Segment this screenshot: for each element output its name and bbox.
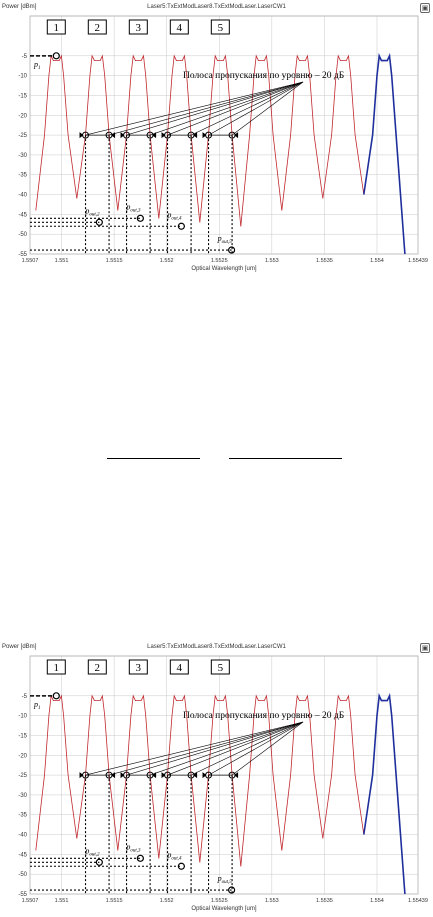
x-tick-label: 1.554 [370, 898, 384, 904]
y-axis-label: Power [dBm] [2, 4, 37, 10]
y-tick-label: -15 [18, 733, 27, 740]
chart-title: Laser5:TxExtModLaser8.TxExtModLaser.LaserCW1 [147, 4, 286, 10]
spectrum-plot [0, 2, 433, 274]
channel-box-label: 1 [53, 662, 60, 674]
window-icon[interactable]: ▣ [421, 5, 429, 12]
output-level-subscript: out,5 [221, 880, 232, 886]
y-tick-label: -40 [18, 832, 27, 839]
y-tick-label: -20 [18, 753, 27, 760]
output-level-subscript: out,4 [171, 216, 182, 222]
y-tick-label: -25 [18, 773, 27, 780]
p1-label: $p_1$ [34, 699, 41, 711]
p1-label: $p_1$ [34, 59, 41, 71]
output-level-label: $p_{out,3}$ [126, 202, 141, 214]
window-icon[interactable]: ▣ [421, 645, 429, 652]
p1-subscript: 1 [38, 65, 41, 71]
y-tick-label: -15 [18, 93, 27, 100]
signature-line-left [107, 458, 200, 459]
y-tick-label: -35 [18, 812, 27, 819]
signature-line-right [229, 458, 342, 459]
x-tick-label: 1.5535 [316, 258, 333, 264]
output-level-subscript: out,4 [171, 856, 182, 862]
y-tick-label: -55 [18, 252, 27, 258]
x-tick-label: 1.55439 [408, 258, 428, 264]
output-level-label: $p_{out,4}$ [167, 850, 182, 862]
x-tick-label: 1.5525 [210, 898, 228, 904]
x-axis-label: Optical Wavelength [um] [191, 906, 257, 912]
x-tick-label: 1.5535 [316, 898, 333, 904]
y-tick-label: -40 [18, 192, 27, 199]
y-tick-label: -20 [18, 113, 27, 120]
x-tick-label: 1.552 [159, 898, 174, 904]
x-tick-label: 1.551 [54, 258, 69, 264]
x-tick-label: 1.5515 [105, 258, 123, 264]
x-axis-label: Optical Wavelength [um] [191, 266, 257, 272]
channel-box-label: 2 [94, 22, 101, 34]
y-tick-label: -5 [21, 693, 27, 700]
channel-box-label: 5 [217, 662, 224, 674]
x-tick-label: 1.554 [370, 258, 384, 264]
y-tick-label: -30 [18, 152, 27, 159]
p1-subscript: 1 [38, 705, 41, 711]
bandwidth-annotation: Полоса пропускания по уровню – 20 дБ [183, 71, 345, 81]
channel-box-label: 4 [176, 22, 183, 34]
output-level-subscript: out,2 [89, 852, 100, 858]
x-tick-label: 1.5515 [105, 898, 123, 904]
channel-box-label: 3 [135, 662, 142, 674]
y-tick-label: -10 [18, 73, 27, 80]
x-tick-label: 1.55439 [408, 898, 428, 904]
y-tick-label: -25 [18, 133, 27, 140]
x-tick-label: 1.5507 [21, 898, 39, 904]
output-level-label: $p_{out,4}$ [167, 210, 182, 222]
x-tick-label: 1.551 [54, 898, 69, 904]
channel-box-label: 3 [135, 22, 142, 34]
output-level-label: $p_{out,2}$ [85, 846, 100, 858]
x-tick-label: 1.5507 [21, 258, 39, 264]
output-level-label: $p_{out,5}$ [217, 234, 232, 246]
output-level-subscript: out,5 [221, 240, 232, 246]
y-tick-label: -45 [18, 212, 27, 219]
y-axis-label: Power [dBm] [2, 644, 37, 650]
spectrum-plot [0, 642, 433, 914]
output-level-subscript: out,3 [130, 848, 141, 854]
channel-box-label: 4 [176, 662, 183, 674]
output-level-label: $p_{out,5}$ [217, 874, 232, 886]
spectrum-chart-bottom [0, 642, 433, 914]
y-tick-label: -50 [18, 232, 27, 239]
channel-box-label: 2 [94, 662, 101, 674]
y-tick-label: -35 [18, 172, 27, 179]
x-tick-label: 1.553 [264, 258, 279, 264]
y-tick-label: -55 [18, 892, 27, 898]
y-tick-label: -50 [18, 872, 27, 879]
output-level-label: $p_{out,3}$ [126, 842, 141, 854]
bandwidth-annotation: Полоса пропускания по уровню – 20 дБ [183, 711, 345, 721]
x-tick-label: 1.553 [264, 898, 279, 904]
y-tick-label: -45 [18, 852, 27, 859]
output-level-subscript: out,2 [89, 212, 100, 218]
y-tick-label: -10 [18, 713, 27, 720]
channel-box-label: 1 [53, 22, 60, 34]
output-level-subscript: out,3 [130, 208, 141, 214]
x-tick-label: 1.5525 [210, 258, 228, 264]
y-tick-label: -5 [21, 53, 27, 60]
channel-box-label: 5 [217, 22, 224, 34]
y-tick-label: -30 [18, 792, 27, 799]
x-tick-label: 1.552 [159, 258, 174, 264]
chart-title: Laser5:TxExtModLaser8.TxExtModLaser.LaserCW1 [147, 644, 286, 650]
output-level-label: $p_{out,2}$ [85, 206, 100, 218]
spectrum-chart-top [0, 2, 433, 274]
